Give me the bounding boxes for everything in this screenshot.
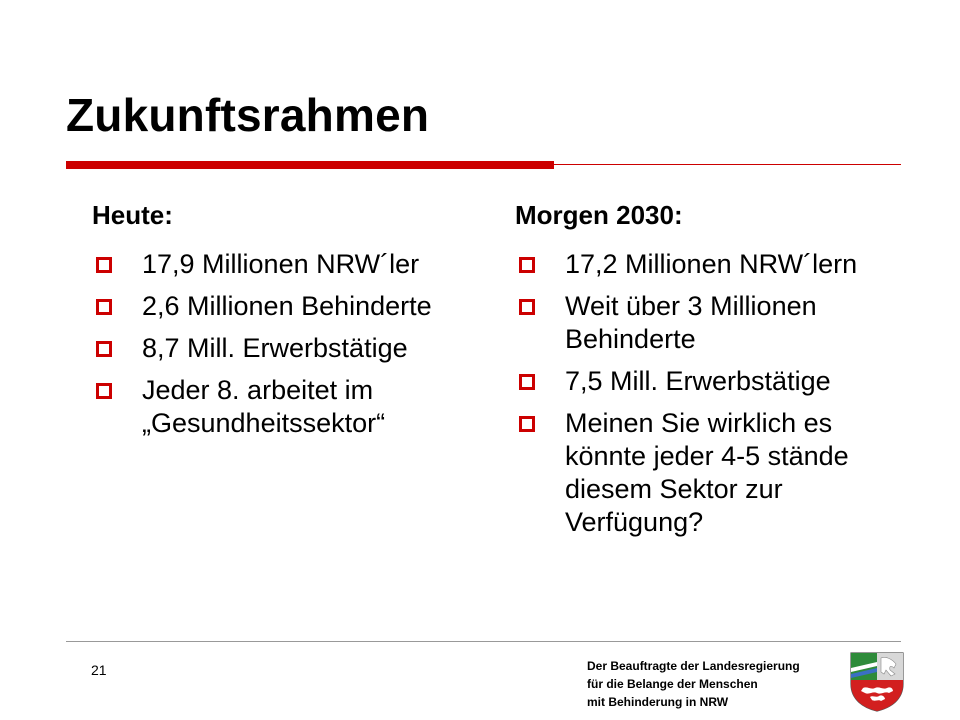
- square-bullet-icon: [96, 383, 112, 399]
- list-item-text: 7,5 Mill. Erwerbstätige: [565, 366, 831, 396]
- page-number: 21: [91, 662, 107, 678]
- left-bullet-list: [92, 248, 487, 440]
- square-bullet-icon: [96, 257, 112, 273]
- footer-line-3: mit Behinderung in NRW: [587, 695, 729, 709]
- square-bullet-icon: [519, 416, 535, 432]
- footer-line-1: Der Beauftragte der Landesregierung: [587, 659, 800, 673]
- footer-line-2: für die Belange der Menschen: [587, 677, 758, 691]
- list-item-text: 17,2 Millionen NRW´lern: [565, 249, 858, 279]
- left-column-heading: Heute:: [92, 200, 173, 230]
- list-item: [92, 248, 487, 281]
- list-item-text: Meinen Sie wirklich es könnte jeder 4-5 stände diesem Sektor zur Verfügung?: [565, 408, 849, 537]
- square-bullet-icon: [519, 257, 535, 273]
- square-bullet-icon: [96, 299, 112, 315]
- list-item-text: 2,6 Millionen Behinderte: [142, 291, 432, 321]
- list-item-text: 17,9 Millionen NRW´ler: [142, 249, 420, 279]
- square-bullet-icon: [96, 341, 112, 357]
- title-underline-thick: [66, 161, 554, 169]
- list-item: [515, 407, 915, 539]
- list-item-text: Weit über 3 Millionen Behinderte: [565, 291, 817, 354]
- footer-organization: [587, 657, 837, 711]
- left-column: [92, 202, 487, 449]
- list-item: [515, 290, 915, 356]
- right-column-heading: Morgen 2030:: [515, 200, 683, 230]
- list-item: [515, 248, 915, 281]
- slide-title: Zukunftsrahmen: [66, 89, 430, 141]
- list-item: [92, 374, 487, 440]
- list-item: [92, 290, 487, 323]
- list-item-text: Jeder 8. arbeitet im „Gesundheitssektor“: [142, 375, 386, 438]
- title-underline-thin: [554, 164, 901, 165]
- list-item: [515, 365, 915, 398]
- footer-divider: [66, 641, 901, 642]
- right-bullet-list: [515, 248, 915, 539]
- nrw-coat-of-arms-icon: [848, 650, 906, 712]
- square-bullet-icon: [519, 299, 535, 315]
- right-column: [515, 202, 915, 548]
- list-item: [92, 332, 487, 365]
- list-item-text: 8,7 Mill. Erwerbstätige: [142, 333, 408, 363]
- square-bullet-icon: [519, 374, 535, 390]
